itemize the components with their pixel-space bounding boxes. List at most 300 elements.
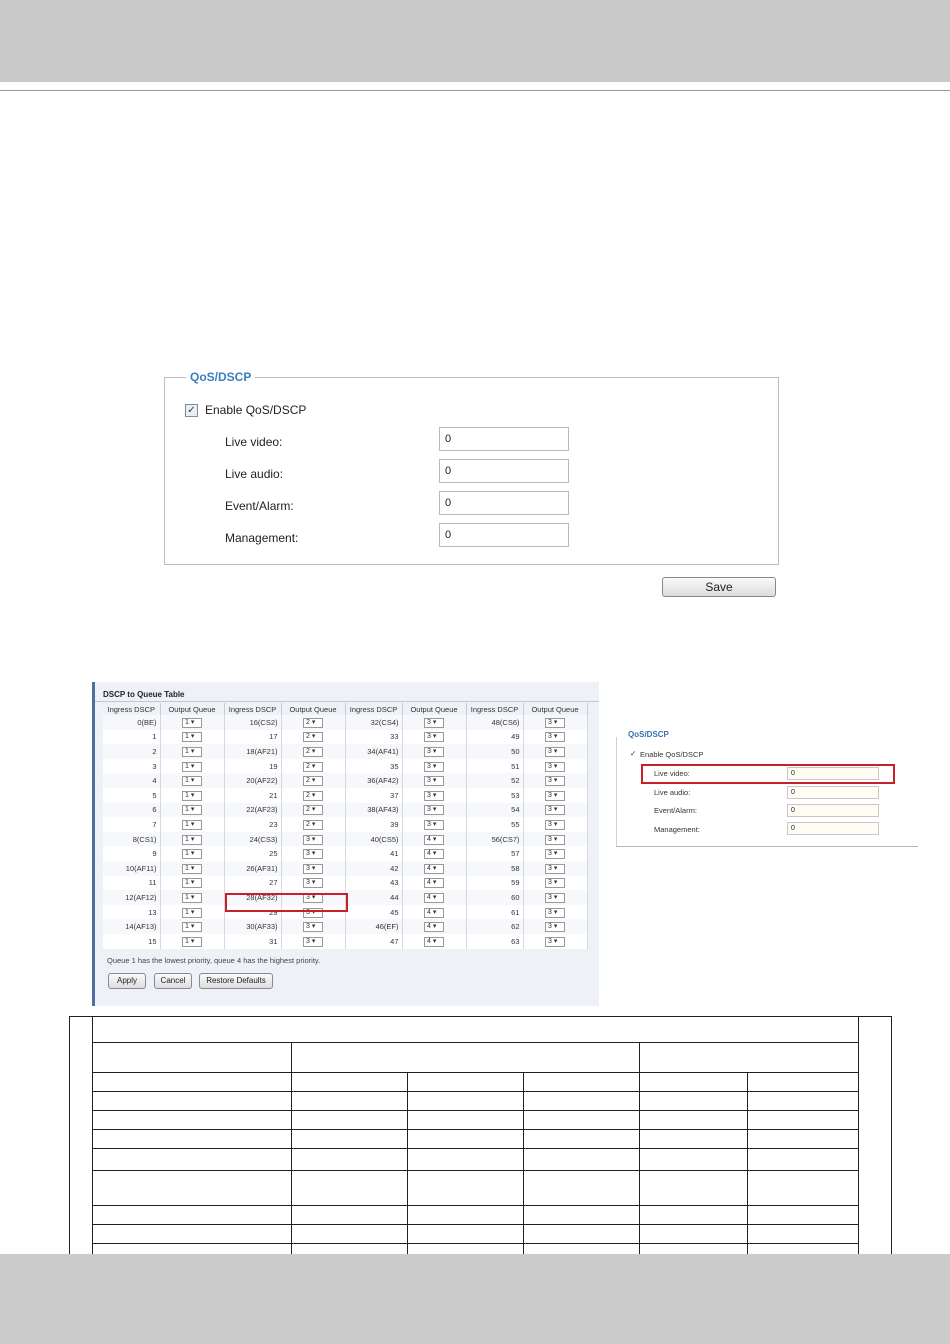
- output-queue-select[interactable]: [424, 791, 444, 801]
- output-queue-select[interactable]: [182, 791, 202, 801]
- dropdown-arrow-icon: ▾: [188, 937, 195, 945]
- output-queue-value: 2: [306, 777, 310, 785]
- table-cell: [748, 1111, 859, 1130]
- apply-button[interactable]: Apply: [108, 973, 146, 989]
- ingress-dscp-cell: 55: [466, 817, 523, 832]
- output-queue-cell: [523, 773, 587, 788]
- table-cell: [640, 1206, 748, 1225]
- ingress-dscp-cell: 62: [466, 919, 523, 934]
- ingress-dscp-cell: 8(CS1): [103, 832, 160, 847]
- ingress-dscp-cell: 16(CS2): [224, 715, 281, 730]
- ingress-dscp-cell: 35: [345, 759, 402, 774]
- output-queue-cell: [402, 744, 466, 759]
- output-queue-value: 3: [548, 762, 552, 770]
- mini-event-alarm-label: Event/Alarm:: [654, 806, 697, 815]
- output-queue-value: 1: [185, 718, 189, 726]
- output-queue-select[interactable]: [545, 820, 565, 830]
- table-cell: [640, 1092, 748, 1111]
- output-queue-cell: [281, 861, 345, 876]
- output-queue-cell: [160, 876, 224, 891]
- output-queue-cell: [402, 876, 466, 891]
- output-queue-select[interactable]: [545, 805, 565, 815]
- output-queue-cell: [160, 773, 224, 788]
- output-queue-cell: [402, 846, 466, 861]
- output-queue-select[interactable]: [182, 878, 202, 888]
- mini-live-audio-label: Live audio:: [654, 788, 691, 797]
- dropdown-arrow-icon: ▾: [309, 835, 316, 843]
- output-queue-value: 2: [306, 733, 310, 741]
- ingress-dscp-cell: 28(AF32): [224, 890, 281, 905]
- output-queue-value: 3: [427, 777, 431, 785]
- table-row: [103, 861, 587, 876]
- output-queue-select[interactable]: [182, 937, 202, 947]
- ingress-dscp-cell: 23: [224, 817, 281, 832]
- dropdown-arrow-icon: ▾: [188, 835, 195, 843]
- ingress-dscp-cell: 26(AF31): [224, 861, 281, 876]
- output-queue-cell: [402, 890, 466, 905]
- dropdown-arrow-icon: ▾: [188, 733, 195, 741]
- output-queue-cell: [281, 788, 345, 803]
- ingress-dscp-cell: 2: [103, 744, 160, 759]
- output-queue-value: 1: [185, 733, 189, 741]
- dropdown-arrow-icon: ▾: [430, 879, 437, 887]
- ingress-dscp-cell: 0(BE): [103, 715, 160, 730]
- table-row: [93, 1149, 859, 1171]
- ingress-dscp-cell: 54: [466, 803, 523, 818]
- output-queue-value: 3: [548, 850, 552, 858]
- table-cell: [748, 1225, 859, 1244]
- dropdown-arrow-icon: ▾: [188, 908, 195, 916]
- ingress-dscp-cell: 10(AF11): [103, 861, 160, 876]
- output-queue-select[interactable]: [424, 893, 444, 903]
- mini-management-label: Management:: [654, 825, 700, 834]
- output-queue-cell: [160, 890, 224, 905]
- live-audio-label: Live audio:: [225, 467, 284, 481]
- dropdown-arrow-icon: ▾: [309, 718, 316, 726]
- output-queue-value: 3: [306, 908, 310, 916]
- output-queue-select[interactable]: [303, 805, 323, 815]
- table-cell: [640, 1130, 748, 1149]
- ingress-dscp-cell: 45: [345, 905, 402, 920]
- output-queue-cell: [281, 846, 345, 861]
- ingress-dscp-cell: 22(AF23): [224, 803, 281, 818]
- output-queue-select[interactable]: [545, 762, 565, 772]
- dropdown-arrow-icon: ▾: [430, 777, 437, 785]
- dropdown-arrow-icon: ▾: [551, 806, 558, 814]
- output-queue-select[interactable]: [424, 747, 444, 757]
- output-queue-select[interactable]: [424, 878, 444, 888]
- output-queue-cell: [160, 715, 224, 730]
- output-queue-select[interactable]: [424, 864, 444, 874]
- output-queue-select[interactable]: [545, 908, 565, 918]
- ingress-dscp-cell: 49: [466, 730, 523, 745]
- table-cell: [640, 1171, 748, 1206]
- output-queue-select[interactable]: [303, 820, 323, 830]
- output-queue-value: 4: [427, 879, 431, 887]
- output-queue-value: 3: [427, 718, 431, 726]
- mini-qos-screenshot: [616, 727, 918, 847]
- table-cell: [93, 1206, 292, 1225]
- output-queue-value: 3: [427, 747, 431, 755]
- dropdown-arrow-icon: ▾: [551, 879, 558, 887]
- output-queue-cell: [402, 861, 466, 876]
- dropdown-arrow-icon: ▾: [188, 923, 195, 931]
- output-queue-cell: [402, 803, 466, 818]
- table-cell: [524, 1206, 640, 1225]
- output-queue-select[interactable]: [424, 820, 444, 830]
- dropdown-arrow-icon: ▾: [430, 820, 437, 828]
- dropdown-arrow-icon: ▾: [430, 937, 437, 945]
- table-cell: [93, 1092, 292, 1111]
- ingress-dscp-cell: 19: [224, 759, 281, 774]
- output-queue-cell: [523, 846, 587, 861]
- output-queue-select[interactable]: [182, 922, 202, 932]
- table-cell: [93, 1073, 292, 1092]
- ingress-dscp-cell: 53: [466, 788, 523, 803]
- output-queue-select[interactable]: [303, 937, 323, 947]
- dropdown-arrow-icon: ▾: [309, 733, 316, 741]
- dropdown-arrow-icon: ▾: [551, 747, 558, 755]
- output-queue-select[interactable]: [424, 805, 444, 815]
- output-queue-select[interactable]: [545, 718, 565, 728]
- output-queue-select[interactable]: [303, 864, 323, 874]
- output-queue-select[interactable]: [182, 908, 202, 918]
- ingress-dscp-cell: 50: [466, 744, 523, 759]
- table-cell: [524, 1111, 640, 1130]
- live-video-label: Live video:: [225, 435, 283, 449]
- ingress-dscp-cell: 59: [466, 876, 523, 891]
- output-queue-cell: [281, 919, 345, 934]
- mini-management-input[interactable]: [787, 822, 879, 835]
- enable-qos-checkbox[interactable]: ✓: [185, 404, 198, 417]
- dscp-table-title: DSCP to Queue Table: [103, 690, 185, 699]
- output-queue-select[interactable]: [182, 835, 202, 845]
- restore-defaults-button[interactable]: Restore Defaults: [199, 973, 273, 989]
- dropdown-arrow-icon: ▾: [430, 893, 437, 901]
- dropdown-arrow-icon: ▾: [551, 864, 558, 872]
- table-row: [93, 1017, 859, 1043]
- table-row: [93, 1043, 859, 1073]
- dropdown-arrow-icon: ▾: [188, 777, 195, 785]
- output-queue-cell: [523, 744, 587, 759]
- output-queue-value: 2: [306, 718, 310, 726]
- ingress-dscp-cell: 15: [103, 934, 160, 949]
- dropdown-arrow-icon: ▾: [188, 850, 195, 858]
- table-cell: [408, 1092, 524, 1111]
- page-footer-band: [0, 1254, 950, 1344]
- save-button[interactable]: Save: [662, 577, 776, 597]
- dropdown-arrow-icon: ▾: [309, 791, 316, 799]
- table-row: [93, 1111, 859, 1130]
- output-queue-cell: [160, 759, 224, 774]
- output-queue-cell: [523, 715, 587, 730]
- dropdown-arrow-icon: ▾: [309, 864, 316, 872]
- mini-enable-label: Enable QoS/DSCP: [640, 750, 704, 759]
- dropdown-arrow-icon: ▾: [430, 864, 437, 872]
- dropdown-arrow-icon: ▾: [430, 806, 437, 814]
- output-queue-value: 1: [185, 806, 189, 814]
- table-cell: [524, 1073, 640, 1092]
- ingress-dscp-cell: 12(AF12): [103, 890, 160, 905]
- ingress-dscp-cell: 40(CS5): [345, 832, 402, 847]
- dropdown-arrow-icon: ▾: [430, 762, 437, 770]
- table-cell: [93, 1149, 292, 1171]
- ingress-dscp-header: Ingress DSCP: [224, 703, 281, 715]
- output-queue-cell: [523, 905, 587, 920]
- ingress-dscp-cell: 39: [345, 817, 402, 832]
- output-queue-select[interactable]: [303, 878, 323, 888]
- ingress-dscp-cell: 43: [345, 876, 402, 891]
- output-queue-select[interactable]: [424, 908, 444, 918]
- ingress-dscp-cell: 56(CS7): [466, 832, 523, 847]
- table-cell: [408, 1149, 524, 1171]
- output-queue-select[interactable]: [424, 849, 444, 859]
- mini-live-video-label: Live video:: [654, 769, 690, 778]
- ingress-dscp-cell: 34(AF41): [345, 744, 402, 759]
- output-queue-cell: [160, 919, 224, 934]
- event-alarm-input[interactable]: [439, 491, 569, 515]
- qos-panel-legend: QoS/DSCP: [186, 370, 255, 384]
- mini-panel-bottom-border: [616, 846, 918, 847]
- ingress-dscp-header: Ingress DSCP: [466, 703, 523, 715]
- dropdown-arrow-icon: ▾: [551, 908, 558, 916]
- output-queue-select[interactable]: [182, 805, 202, 815]
- output-queue-cell: [523, 759, 587, 774]
- dropdown-arrow-icon: ▾: [551, 835, 558, 843]
- output-queue-select[interactable]: [303, 718, 323, 728]
- dropdown-arrow-icon: ▾: [309, 908, 316, 916]
- output-queue-value: 3: [306, 835, 310, 843]
- output-queue-cell: [281, 715, 345, 730]
- dropdown-arrow-icon: ▾: [309, 806, 316, 814]
- ingress-dscp-cell: 52: [466, 773, 523, 788]
- output-queue-select[interactable]: [182, 718, 202, 728]
- event-alarm-label: Event/Alarm:: [225, 499, 294, 513]
- output-queue-select[interactable]: [303, 922, 323, 932]
- output-queue-select[interactable]: [424, 762, 444, 772]
- output-queue-value: 3: [427, 791, 431, 799]
- ingress-dscp-cell: 61: [466, 905, 523, 920]
- dropdown-arrow-icon: ▾: [551, 937, 558, 945]
- ingress-dscp-cell: 5: [103, 788, 160, 803]
- output-queue-value: 3: [548, 937, 552, 945]
- table-cell: [524, 1171, 640, 1206]
- output-queue-value: 4: [427, 893, 431, 901]
- table-row: [103, 803, 587, 818]
- ingress-dscp-cell: 29: [224, 905, 281, 920]
- dropdown-arrow-icon: ▾: [551, 850, 558, 858]
- output-queue-value: 3: [427, 806, 431, 814]
- table-cell: [292, 1111, 408, 1130]
- mini-qos-title: QoS/DSCP: [628, 730, 669, 739]
- output-queue-select[interactable]: [303, 762, 323, 772]
- output-queue-cell: [523, 803, 587, 818]
- output-queue-select[interactable]: [303, 747, 323, 757]
- output-queue-cell: [402, 788, 466, 803]
- empty-table: [92, 1016, 859, 1282]
- table-cell: [408, 1073, 524, 1092]
- ingress-dscp-cell: 13: [103, 905, 160, 920]
- output-queue-select[interactable]: [182, 849, 202, 859]
- live-audio-input[interactable]: [439, 459, 569, 483]
- output-queue-select[interactable]: [545, 791, 565, 801]
- dropdown-arrow-icon: ▾: [309, 747, 316, 755]
- table-cell: [93, 1017, 859, 1043]
- table-row: [103, 730, 587, 745]
- output-queue-cell: [160, 730, 224, 745]
- ingress-dscp-cell: 7: [103, 817, 160, 832]
- output-queue-select[interactable]: [182, 864, 202, 874]
- table-row: [93, 1171, 859, 1206]
- ingress-dscp-cell: 31: [224, 934, 281, 949]
- output-queue-select[interactable]: [545, 893, 565, 903]
- output-queue-cell: [281, 730, 345, 745]
- output-queue-cell: [523, 919, 587, 934]
- cancel-button[interactable]: Cancel: [154, 973, 192, 989]
- table-row: [103, 744, 587, 759]
- output-queue-header: Output Queue: [281, 703, 345, 715]
- output-queue-cell: [523, 788, 587, 803]
- dscp-queue-screenshot: [92, 682, 599, 1006]
- table-cell: [748, 1206, 859, 1225]
- dropdown-arrow-icon: ▾: [188, 864, 195, 872]
- output-queue-value: 1: [185, 820, 189, 828]
- ingress-dscp-cell: 42: [345, 861, 402, 876]
- output-queue-select[interactable]: [303, 849, 323, 859]
- table-cell: [93, 1171, 292, 1206]
- ingress-dscp-cell: 1: [103, 730, 160, 745]
- output-queue-cell: [281, 773, 345, 788]
- table-cell: [292, 1206, 408, 1225]
- output-queue-value: 1: [185, 893, 189, 901]
- output-queue-cell: [281, 832, 345, 847]
- table-row: [103, 788, 587, 803]
- output-queue-cell: [281, 759, 345, 774]
- output-queue-select[interactable]: [545, 849, 565, 859]
- output-queue-select[interactable]: [545, 835, 565, 845]
- output-queue-value: 4: [427, 937, 431, 945]
- output-queue-value: 3: [548, 864, 552, 872]
- output-queue-select[interactable]: [182, 820, 202, 830]
- table-row: [103, 919, 587, 934]
- ingress-dscp-cell: 6: [103, 803, 160, 818]
- output-queue-cell: [160, 744, 224, 759]
- mini-event-alarm-input[interactable]: [787, 804, 879, 817]
- output-queue-select[interactable]: [182, 732, 202, 742]
- ingress-dscp-cell: 4: [103, 773, 160, 788]
- output-queue-value: 3: [427, 762, 431, 770]
- table-row: [103, 759, 587, 774]
- output-queue-select[interactable]: [303, 776, 323, 786]
- output-queue-value: 3: [548, 835, 552, 843]
- table-cell: [93, 1130, 292, 1149]
- table-cell: [748, 1073, 859, 1092]
- dropdown-arrow-icon: ▾: [551, 733, 558, 741]
- ingress-dscp-cell: 3: [103, 759, 160, 774]
- output-queue-select[interactable]: [424, 776, 444, 786]
- output-queue-select[interactable]: [182, 747, 202, 757]
- output-queue-select[interactable]: [545, 864, 565, 874]
- ingress-dscp-cell: 41: [345, 846, 402, 861]
- output-queue-select[interactable]: [303, 732, 323, 742]
- table-cell: [408, 1206, 524, 1225]
- management-input[interactable]: [439, 523, 569, 547]
- table-cell: [93, 1111, 292, 1130]
- table-row: [103, 934, 587, 949]
- output-queue-select[interactable]: [424, 937, 444, 947]
- dropdown-arrow-icon: ▾: [188, 762, 195, 770]
- output-queue-select[interactable]: [545, 776, 565, 786]
- output-queue-select[interactable]: [182, 762, 202, 772]
- mini-live-audio-input[interactable]: [787, 786, 879, 799]
- output-queue-select[interactable]: [303, 791, 323, 801]
- output-queue-value: 2: [306, 820, 310, 828]
- dropdown-arrow-icon: ▾: [309, 777, 316, 785]
- table-cell: [640, 1149, 748, 1171]
- table-cell: [292, 1043, 640, 1073]
- table-row: [103, 876, 587, 891]
- output-queue-cell: [523, 817, 587, 832]
- output-queue-cell: [523, 832, 587, 847]
- dropdown-arrow-icon: ▾: [309, 820, 316, 828]
- output-queue-select[interactable]: [182, 776, 202, 786]
- output-queue-cell: [281, 934, 345, 949]
- output-queue-cell: [281, 817, 345, 832]
- table-row: [93, 1073, 859, 1092]
- table-cell: [640, 1225, 748, 1244]
- output-queue-cell: [402, 730, 466, 745]
- output-queue-cell: [281, 803, 345, 818]
- output-queue-cell: [523, 890, 587, 905]
- output-queue-select[interactable]: [424, 732, 444, 742]
- ingress-dscp-cell: 33: [345, 730, 402, 745]
- output-queue-select[interactable]: [545, 922, 565, 932]
- output-queue-header: Output Queue: [402, 703, 466, 715]
- output-queue-value: 3: [548, 777, 552, 785]
- table-row: [103, 832, 587, 847]
- ingress-dscp-cell: 37: [345, 788, 402, 803]
- table-cell: [408, 1225, 524, 1244]
- output-queue-cell: [160, 832, 224, 847]
- table-cell: [640, 1111, 748, 1130]
- live-video-input[interactable]: [439, 427, 569, 451]
- ingress-dscp-cell: 58: [466, 861, 523, 876]
- table-cell: [748, 1092, 859, 1111]
- table-cell: [292, 1171, 408, 1206]
- output-queue-select[interactable]: [545, 878, 565, 888]
- queue-priority-note: Queue 1 has the lowest priority, queue 4 has the highest priority.: [107, 956, 321, 965]
- output-queue-select[interactable]: [424, 922, 444, 932]
- output-queue-value: 3: [548, 747, 552, 755]
- ingress-dscp-cell: 47: [345, 934, 402, 949]
- output-queue-value: 2: [306, 747, 310, 755]
- table-row: [103, 773, 587, 788]
- output-queue-select[interactable]: [545, 747, 565, 757]
- table-cell: [748, 1171, 859, 1206]
- output-queue-select[interactable]: [424, 835, 444, 845]
- output-queue-select[interactable]: [545, 937, 565, 947]
- output-queue-select[interactable]: [182, 893, 202, 903]
- output-queue-cell: [402, 919, 466, 934]
- table-cell: [640, 1043, 859, 1073]
- output-queue-value: 3: [306, 864, 310, 872]
- output-queue-select[interactable]: [303, 835, 323, 845]
- table-cell: [524, 1130, 640, 1149]
- table-cell: [292, 1073, 408, 1092]
- output-queue-select[interactable]: [424, 718, 444, 728]
- output-queue-value: 3: [548, 791, 552, 799]
- output-queue-select[interactable]: [545, 732, 565, 742]
